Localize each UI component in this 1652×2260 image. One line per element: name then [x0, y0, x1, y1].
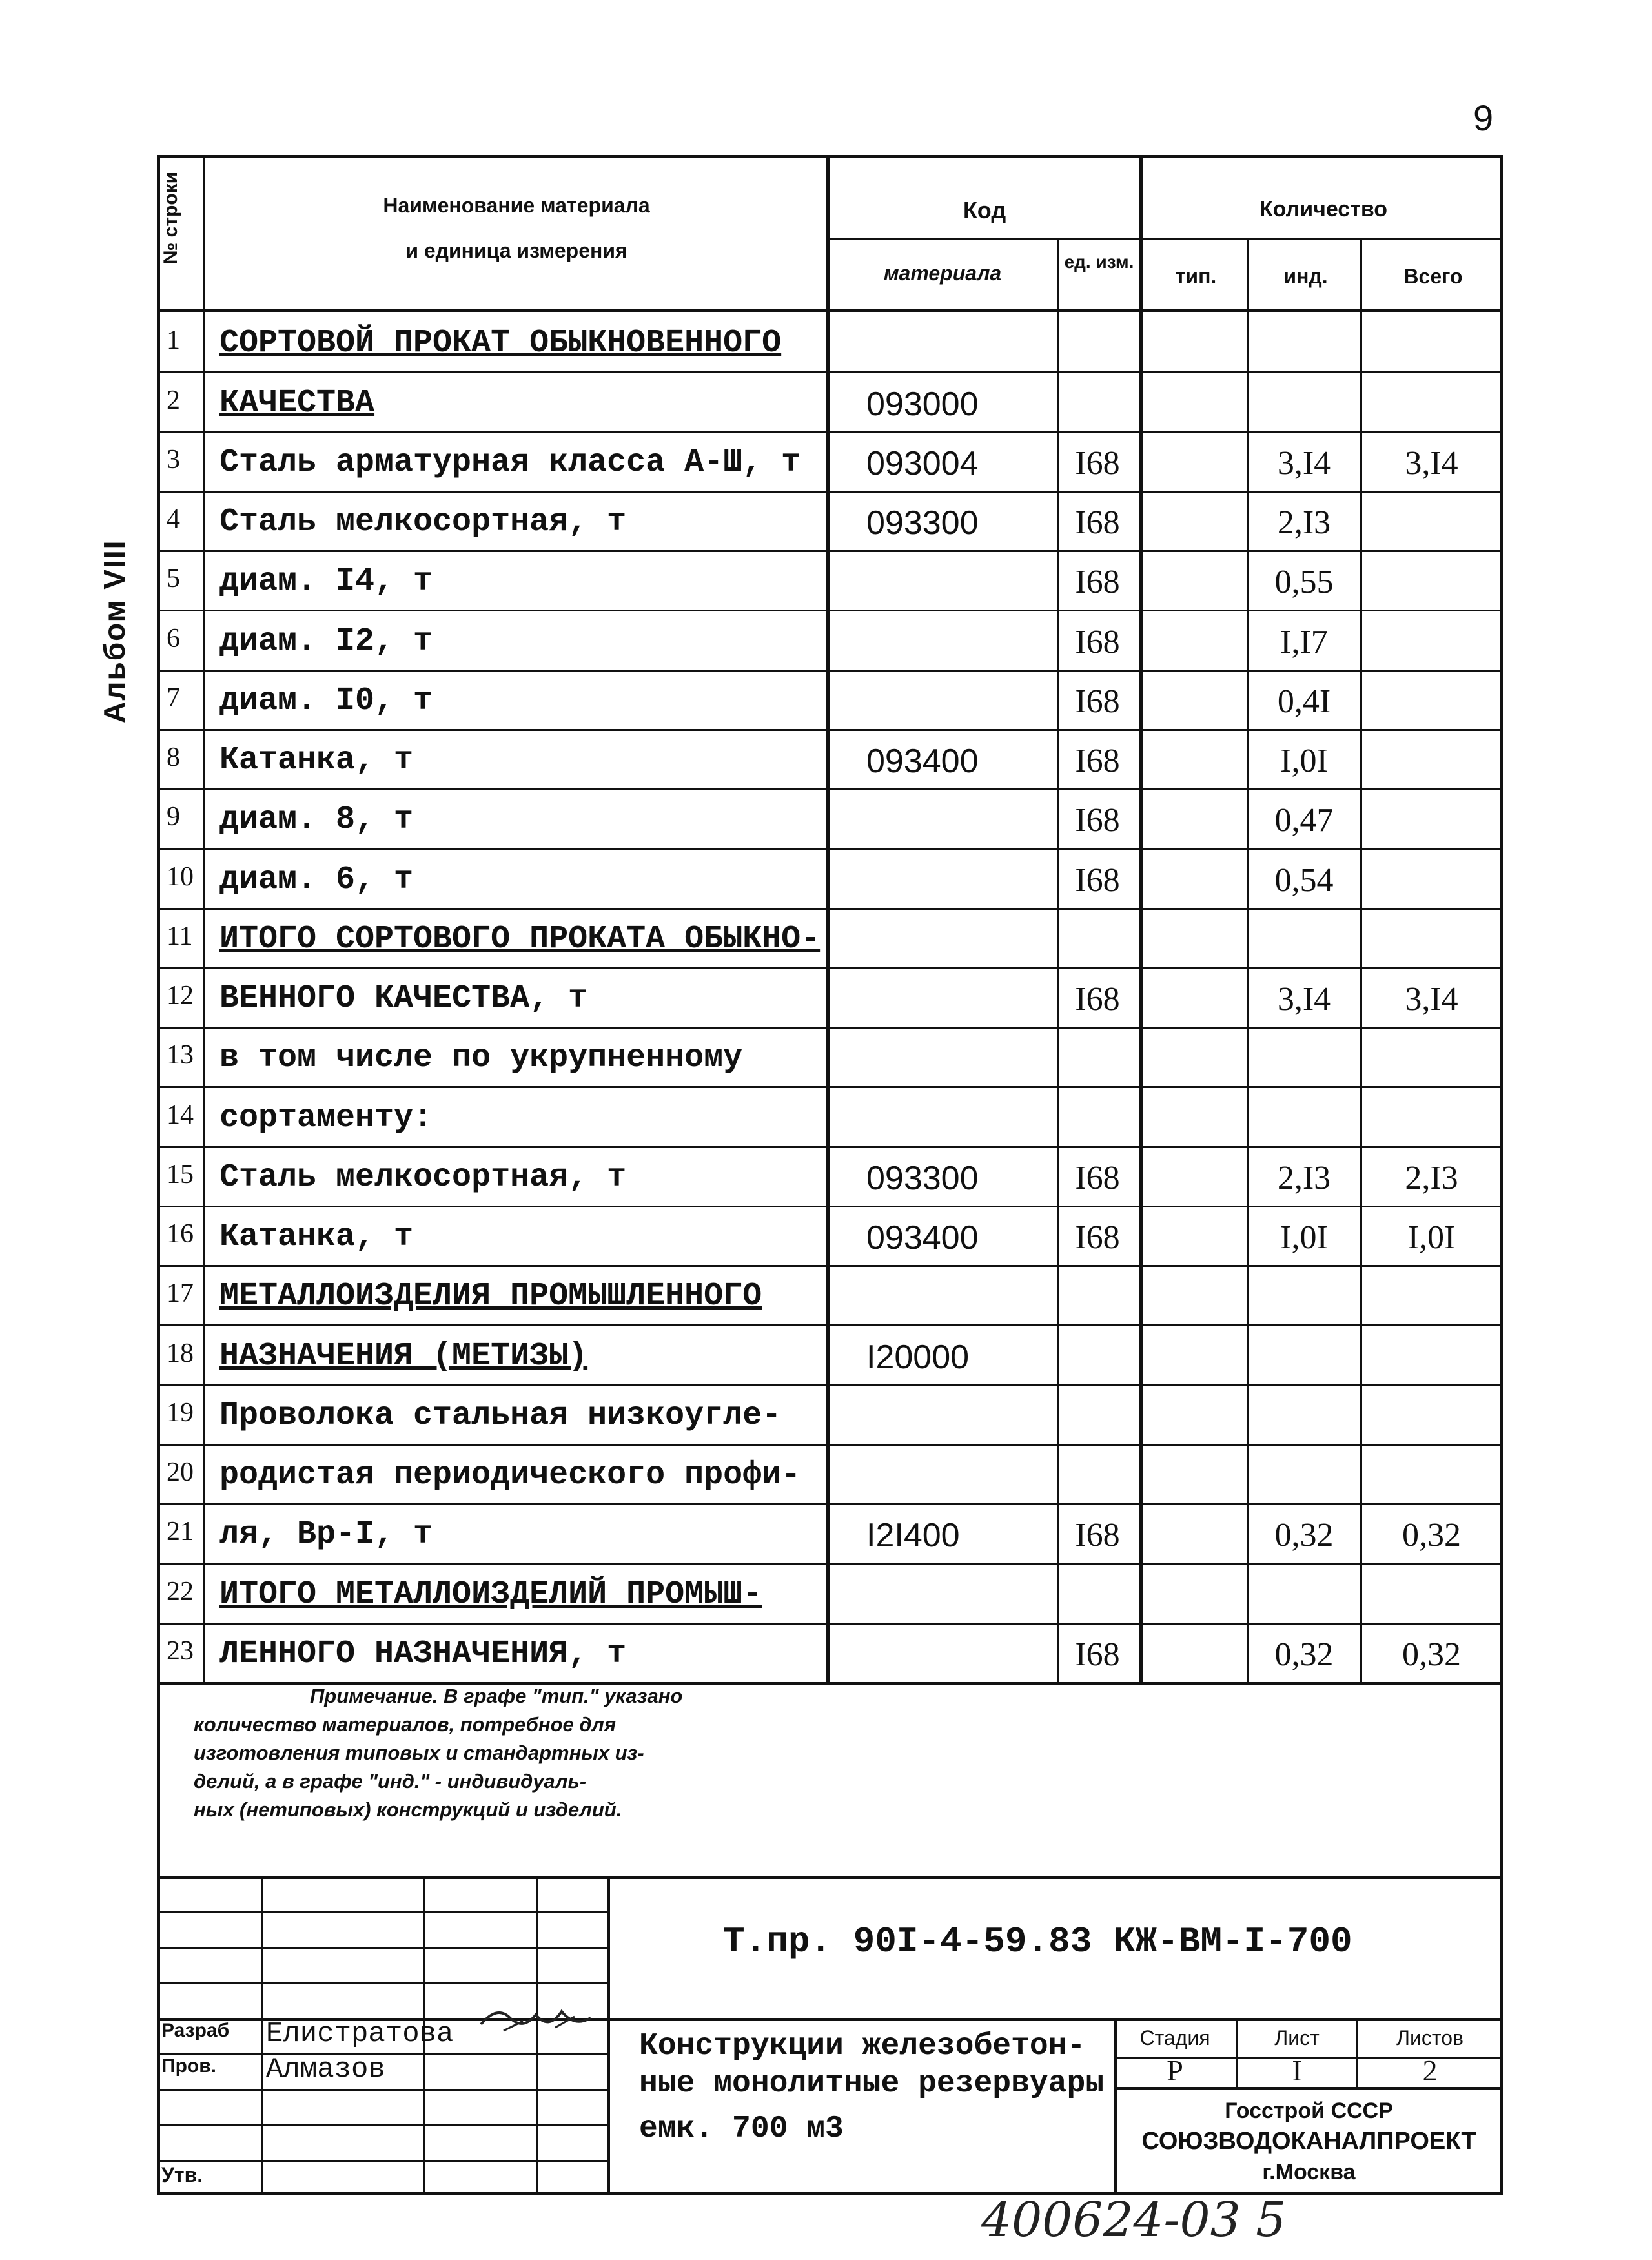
material-name: диам. I4, т [219, 563, 433, 600]
note-line: изготовления типовых и стандартных из- [194, 1741, 644, 1764]
unit-code: I68 [1075, 1219, 1120, 1256]
row-number: 16 [167, 1219, 194, 1249]
stamp-top-border [157, 1876, 1503, 1879]
stamp-row-line [157, 1911, 609, 1913]
unit-code: I68 [1075, 683, 1120, 720]
project-title-line: Конструкции железобетон- [639, 2029, 1086, 2064]
stamp-row-line [157, 1982, 609, 1984]
row-number: 12 [167, 981, 194, 1011]
stage-value: Р [1167, 2054, 1183, 2087]
unit-code: I68 [1075, 802, 1120, 839]
row-number: 6 [167, 624, 180, 653]
row-number: 1 [167, 325, 180, 355]
header-group-divider [826, 238, 1503, 240]
project-title-line: ные монолитные резервуары [639, 2066, 1105, 2101]
row-divider [157, 1265, 1503, 1267]
header-name-line2: и единица измерения [405, 239, 627, 262]
material-code: I2I400 [866, 1517, 960, 1554]
header-row-number: № строки [160, 171, 181, 265]
row-number: 14 [167, 1100, 194, 1130]
header-code-unit: ед. изм. [1064, 252, 1134, 272]
row-number: 20 [167, 1457, 194, 1487]
material-name: Сталь мелкосортная, т [219, 1159, 627, 1196]
material-name: Проволока стальная низкоугле- [219, 1397, 782, 1434]
row-number: 5 [167, 564, 180, 593]
material-name: НАЗНАЧЕНИЯ (МЕТИЗЫ) [219, 1338, 588, 1375]
row-divider [157, 788, 1503, 790]
row-divider [157, 371, 1503, 373]
stamp-col-line [261, 1876, 263, 2195]
sheets-value: 2 [1422, 2054, 1438, 2087]
unit-code: I68 [1075, 445, 1120, 482]
row-divider [157, 1086, 1503, 1088]
material-name: сортаменту: [219, 1100, 433, 1136]
stamp-col-line [1356, 2018, 1358, 2089]
role-approved: Утв. [161, 2163, 203, 2186]
row-number: 21 [167, 1517, 194, 1546]
unit-code: I68 [1075, 981, 1120, 1018]
row-divider [157, 729, 1503, 731]
note-line: количество материалов, потребное для [194, 1713, 617, 1736]
row-divider [157, 967, 1503, 969]
material-code: 093400 [866, 743, 979, 780]
material-name: ИТОГО СОРТОВОГО ПРОКАТА ОБЫКНО- [219, 921, 821, 958]
note-line: ных (нетиповых) конструкций и изделий. [194, 1798, 622, 1821]
row-divider [157, 610, 1503, 611]
row-number: 13 [167, 1040, 194, 1070]
row-number: 3 [167, 445, 180, 475]
material-name: Сталь арматурная класса А-Ш, т [219, 444, 801, 481]
material-code: I20000 [866, 1339, 970, 1376]
quantity-individual: 0,32 [1274, 1636, 1334, 1673]
quantity-individual: 3,I4 [1277, 445, 1331, 482]
material-code: 093300 [866, 504, 979, 542]
handwritten-inventory-number: 400624-03 5 [981, 2192, 1287, 2248]
row-divider [157, 491, 1503, 493]
row-number: 19 [167, 1398, 194, 1428]
row-divider [157, 1027, 1503, 1029]
unit-code: I68 [1075, 1160, 1120, 1197]
row-number: 8 [167, 743, 180, 772]
signature-icon [478, 1998, 607, 2044]
material-code: 093300 [866, 1160, 979, 1197]
quantity-total: 0,32 [1402, 1517, 1461, 1554]
quantity-individual: 0,32 [1274, 1517, 1334, 1554]
stamp-row-line [157, 2124, 609, 2126]
note-line: Примечание. В графе "тип." указано [310, 1685, 683, 1707]
material-name: ВЕННОГО КАЧЕСТВА, т [219, 980, 588, 1017]
quantity-individual: 2,I3 [1277, 1160, 1331, 1197]
header-qty-typ: тип. [1175, 265, 1217, 288]
project-title [639, 2028, 1104, 2148]
quantity-individual: 2,I3 [1277, 504, 1331, 541]
row-divider [157, 1384, 1503, 1386]
row-number: 23 [167, 1636, 194, 1666]
material-name: диам. 8, т [219, 801, 414, 838]
quantity-total: 3,I4 [1405, 445, 1458, 482]
sheet-label: Лист [1274, 2026, 1320, 2049]
role-checker: Пров. [161, 2055, 216, 2077]
stamp-row-line [157, 2160, 609, 2162]
row-number: 10 [167, 862, 194, 892]
quantity-total: 2,I3 [1405, 1160, 1458, 1197]
row-number: 15 [167, 1160, 194, 1189]
unit-code: I68 [1075, 1636, 1120, 1673]
material-name: ля, Вр-I, т [219, 1516, 433, 1553]
material-name: Сталь мелкосортная, т [219, 504, 627, 540]
row-divider [157, 1444, 1503, 1446]
sheets-label: Листов [1396, 2026, 1463, 2049]
quantity-individual: 3,I4 [1277, 981, 1331, 1018]
material-name: родистая периодического профи- [219, 1457, 801, 1494]
material-name: в том числе по укрупненному [219, 1040, 743, 1076]
row-divider [157, 550, 1503, 552]
header-name-line1: Наименование материала [383, 194, 650, 217]
material-name: ИТОГО МЕТАЛЛОИЗДЕЛИЙ ПРОМЫШ- [219, 1576, 762, 1613]
row-divider [157, 431, 1503, 433]
unit-code: I68 [1075, 862, 1120, 899]
material-code: 093004 [866, 445, 979, 482]
project-title-line: емк. 700 м3 [639, 2111, 844, 2146]
material-name: Катанка, т [219, 742, 414, 779]
code-column-border [826, 155, 830, 1685]
note-line: делий, а в графе "инд." - индивидуаль- [194, 1770, 587, 1793]
org-line3: г.Москва [1262, 2160, 1356, 2184]
row-divider [157, 1503, 1503, 1505]
row-number: 11 [167, 921, 193, 951]
material-name: диам. 6, т [219, 861, 414, 898]
quantity-individual: 0,47 [1274, 802, 1334, 839]
row-divider [157, 1623, 1503, 1625]
stamp-row-line [157, 1947, 609, 1949]
material-name: СОРТОВОЙ ПРОКАТ ОБЫКНОВЕННОГО [219, 325, 782, 362]
material-code: 093400 [866, 1219, 979, 1257]
header-bottom-border [157, 309, 1503, 312]
row-divider [157, 1563, 1503, 1565]
org-line2: СОЮЗВОДОКАНАЛПРОЕКТ [1141, 2128, 1476, 2155]
unit-code: I68 [1075, 1517, 1120, 1554]
row-number: 9 [167, 802, 180, 832]
unit-code: I68 [1075, 624, 1120, 661]
header-code-group: Код [963, 197, 1006, 223]
row-number: 17 [167, 1279, 194, 1308]
header-qty-total: Всего [1403, 265, 1463, 288]
header-qty-group: Количество [1259, 197, 1388, 221]
row-number: 7 [167, 683, 180, 713]
row-divider [157, 670, 1503, 672]
qty-column-border [1139, 155, 1143, 1685]
stage-label: Стадия [1139, 2026, 1210, 2049]
header-qty-ind: инд. [1283, 265, 1328, 288]
unit-code: I68 [1075, 564, 1120, 601]
quantity-individual: 0,55 [1274, 564, 1334, 601]
note-block [194, 1682, 775, 1824]
page-number: 9 [1473, 98, 1494, 138]
name-checker: Алмазов [266, 2053, 385, 2086]
unit-code: I68 [1075, 504, 1120, 541]
sheet-value: I [1292, 2054, 1302, 2087]
material-name: КАЧЕСТВА [219, 385, 375, 422]
row-number: 18 [167, 1339, 194, 1368]
quantity-total: I,0I [1407, 1219, 1456, 1256]
quantity-individual: 0,4I [1277, 683, 1331, 720]
row-divider [157, 1146, 1503, 1148]
row-number: 2 [167, 385, 180, 415]
stamp-col-line [1236, 2018, 1238, 2089]
material-name: МЕТАЛЛОИЗДЕЛИЯ ПРОМЫШЛЕННОГО [219, 1278, 762, 1315]
row-number: 4 [167, 504, 180, 534]
row-number: 22 [167, 1577, 194, 1607]
row-divider [157, 848, 1503, 850]
quantity-individual: I,0I [1280, 743, 1328, 779]
quantity-total: 0,32 [1402, 1636, 1461, 1673]
row-divider [157, 908, 1503, 910]
album-side-label: Альбом VIII [97, 539, 131, 723]
unit-code: I68 [1075, 743, 1120, 779]
quantity-individual: 0,54 [1274, 862, 1334, 899]
material-name: Катанка, т [219, 1218, 414, 1255]
material-name: ЛЕННОГО НАЗНАЧЕНИЯ, т [219, 1636, 627, 1672]
material-name: диам. I2, т [219, 623, 433, 660]
stamp-col-line [607, 1876, 610, 2195]
material-code: 093000 [866, 385, 979, 423]
org-line1: Госстрой СССР [1225, 2099, 1393, 2123]
quantity-total: 3,I4 [1405, 981, 1458, 1018]
header-code-material: материала [883, 262, 1002, 285]
name-developer: Елистратова [266, 2018, 454, 2050]
quantity-individual: I,I7 [1280, 624, 1328, 661]
row-divider [157, 1324, 1503, 1326]
role-developer: Разраб [161, 2020, 230, 2041]
row-divider [157, 1206, 1503, 1207]
document-code: Т.пр. 90I-4-59.83 КЖ-ВМ-I-700 [723, 1921, 1352, 1962]
material-name: диам. I0, т [219, 683, 433, 719]
stamp-row-line [157, 2089, 609, 2091]
quantity-individual: I,0I [1280, 1219, 1328, 1256]
